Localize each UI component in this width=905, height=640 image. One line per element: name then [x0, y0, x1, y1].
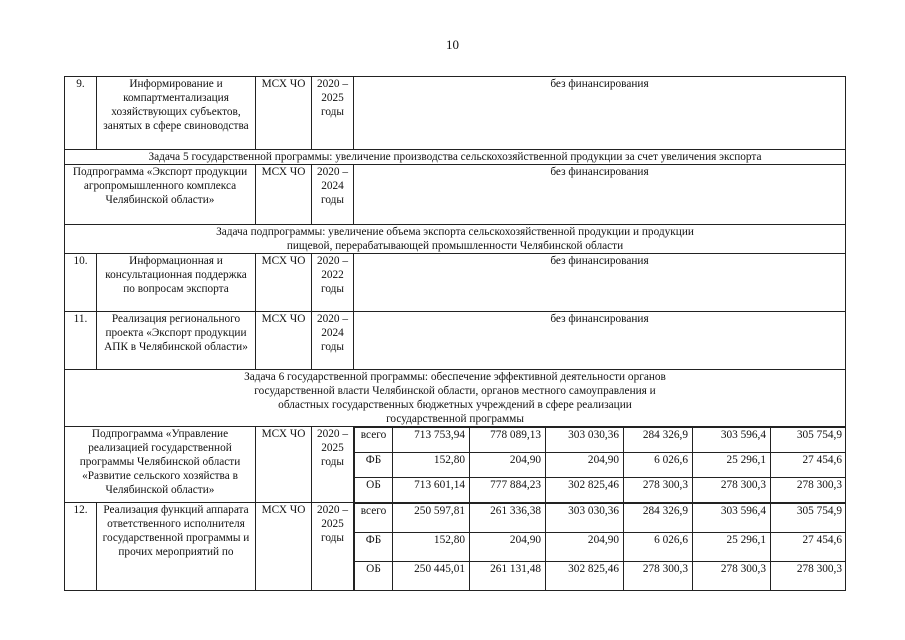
funding-value: 204,90: [470, 533, 546, 562]
funding-value: 278 300,3: [693, 478, 771, 502]
funding-line-total: [355, 504, 846, 533]
funding-value: 27 454,6: [771, 453, 846, 478]
funding-value: 278 300,3: [624, 562, 693, 590]
funding-value: 284 326,9: [624, 428, 693, 453]
activity-name: Реализация функций аппарата ответственного исполнителя государственной программы и прочих мероприятий по: [97, 503, 256, 591]
activity-name: Информирование и компартментализация хозяйствующих субъектов, занятых в сфере свиноводства: [97, 77, 256, 150]
row-number: 12.: [65, 503, 97, 591]
funding-value: 25 296,1: [693, 453, 771, 478]
table-row-9: [65, 77, 846, 150]
row-number: 9.: [65, 77, 97, 150]
funding-value: 25 296,1: [693, 533, 771, 562]
funding-value: 284 326,9: [624, 504, 693, 533]
subprogram-management-row: [65, 427, 846, 503]
program-table: [64, 76, 846, 591]
funding-value: 303 030,36: [546, 428, 624, 453]
funding-value: 261 131,48: [470, 562, 546, 590]
funding-value: 303 596,4: [693, 504, 771, 533]
funding-line-ob: [355, 562, 846, 590]
executor: МСХ ЧО: [256, 427, 312, 503]
funding-value: 250 445,01: [393, 562, 470, 590]
funding-value: 152,80: [393, 533, 470, 562]
funding-value: 713 753,94: [393, 428, 470, 453]
funding-value: 302 825,46: [546, 562, 624, 590]
funding-source: всего: [355, 428, 393, 453]
task-heading: Задача 6 государственной программы: обеспечение эффективной деятельности органов государственной власти Челябинской области, органов местного самоуправления и областных государственных бюджетных учреждений в сфере реализации государственной программы: [65, 370, 846, 427]
task-row-6: [65, 370, 846, 427]
subprogram-name: Подпрограмма «Экспорт продукции агропромышленного комплекса Челябинской области»: [65, 165, 256, 225]
executor: МСХ ЧО: [256, 503, 312, 591]
funding-value: 204,90: [546, 533, 624, 562]
funding-source: всего: [355, 504, 393, 533]
funding-line-fb: [355, 533, 846, 562]
task-row-5: [65, 150, 846, 165]
funding-value: 261 336,38: [470, 504, 546, 533]
period: 2020 – 2025 годы: [312, 77, 354, 150]
table-row-12: [65, 503, 846, 591]
funding-value: 152,80: [393, 453, 470, 478]
funding-note: без финансирования: [354, 312, 846, 370]
funding-value: 278 300,3: [771, 562, 846, 590]
funding-value: 303 596,4: [693, 428, 771, 453]
subprogram-task-row: [65, 225, 846, 254]
funding-note: без финансирования: [354, 165, 846, 225]
activity-name: Информационная и консультационная поддержка по вопросам экспорта: [97, 254, 256, 312]
funding-note: без финансирования: [354, 254, 846, 312]
funding-source: ФБ: [355, 453, 393, 478]
funding-value: 6 026,6: [624, 453, 693, 478]
funding-value: 278 300,3: [771, 478, 846, 502]
table-row-11: [65, 312, 846, 370]
funding-note: без финансирования: [354, 77, 846, 150]
activity-name: Реализация регионального проекта «Экспорт продукции АПК в Челябинской области»: [97, 312, 256, 370]
executor: МСХ ЧО: [256, 77, 312, 150]
period: 2020 – 2024 годы: [312, 312, 354, 370]
funding-value: 204,90: [470, 453, 546, 478]
period: 2020 – 2024 годы: [312, 165, 354, 225]
funding-value: 305 754,9: [771, 428, 846, 453]
period: 2020 –2022 годы: [312, 254, 354, 312]
funding-source: ОБ: [355, 478, 393, 502]
row-number: 10.: [65, 254, 97, 312]
funding-line-total: [355, 428, 846, 453]
funding-breakdown: [354, 503, 846, 591]
subprogram-name: Подпрограмма «Управление реализацией государственной программы Челябинской области «Развитие сельского хозяйства в Челябинской области»: [65, 427, 256, 503]
funding-value: 278 300,3: [624, 478, 693, 502]
table-row-10: [65, 254, 846, 312]
row-number: 11.: [65, 312, 97, 370]
funding-value: 204,90: [546, 453, 624, 478]
subprogram-export-row: [65, 165, 846, 225]
funding-value: 303 030,36: [546, 504, 624, 533]
funding-value: 302 825,46: [546, 478, 624, 502]
funding-value: 777 884,23: [470, 478, 546, 502]
funding-line-fb: [355, 453, 846, 478]
funding-source: ОБ: [355, 562, 393, 590]
executor: МСХ ЧО: [256, 312, 312, 370]
page-number: 10: [446, 37, 459, 52]
funding-value: 250 597,81: [393, 504, 470, 533]
funding-value: 305 754,9: [771, 504, 846, 533]
task-heading: Задача подпрограммы: увеличение объема экспорта сельскохозяйственной продукции и продукции пищевой, перерабатывающей промышленности Челябинской области: [65, 225, 846, 254]
funding-value: 713 601,14: [393, 478, 470, 502]
funding-value: 27 454,6: [771, 533, 846, 562]
executor: МСХ ЧО: [256, 254, 312, 312]
executor: МСХ ЧО: [256, 165, 312, 225]
funding-value: 6 026,6: [624, 533, 693, 562]
funding-breakdown: [354, 427, 846, 503]
period: 2020 – 2025 годы: [312, 427, 354, 503]
task-heading: Задача 5 государственной программы: увеличение производства сельскохозяйственной продукции за счет увеличения экспорта: [65, 150, 846, 165]
funding-value: 278 300,3: [693, 562, 771, 590]
funding-value: 778 089,13: [470, 428, 546, 453]
funding-line-ob: [355, 478, 846, 502]
period: 2020 – 2025 годы: [312, 503, 354, 591]
funding-source: ФБ: [355, 533, 393, 562]
